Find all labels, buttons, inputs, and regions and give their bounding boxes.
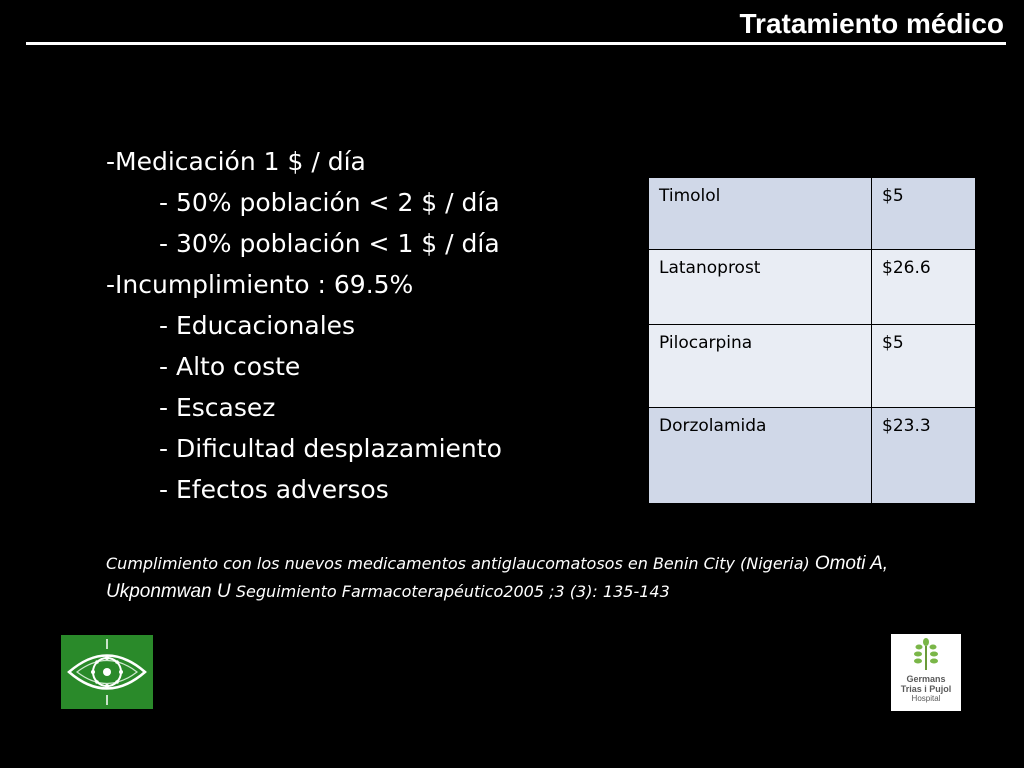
bullet-subitem: - Escasez [159,393,276,422]
table-row [649,250,976,325]
title-underline [26,42,1006,45]
drug-name-cell: Dorzolamida [649,408,872,504]
eye-emblem-icon [61,635,153,709]
slide-title: Tratamiento médico [739,8,1004,39]
hospital-name-line3: Hospital [911,694,941,703]
table-row [649,408,976,504]
bullet-subitem: - Educacionales [159,311,356,340]
price-cell: $5 [872,325,976,408]
table-row [649,325,976,408]
price-cell: $5 [872,178,976,250]
eye-emblem-logo [61,635,153,709]
hospital-name-line2: Trias i Pujol [900,684,952,694]
bullet-subitem: - Dificultad desplazamiento [159,434,502,463]
table-row [649,178,976,250]
hospital-logo [891,634,961,711]
hospital-logo-text [891,674,961,704]
drug-price-table [648,177,976,504]
bullet-item: -Incumplimiento : 69.5% [106,270,414,299]
bullet-item: -Medicación 1 $ / día [106,147,366,176]
citation-journal: Seguimiento Farmacoterapéutico2005 ;3 (3): 135-143 [235,582,670,601]
citation [106,550,986,606]
drug-name-cell: Latanoprost [649,250,872,325]
drug-name-cell: Pilocarpina [649,325,872,408]
price-cell: $26.6 [872,250,976,325]
tree-icon [891,634,961,674]
bullet-subitem: - Efectos adversos [159,475,389,504]
bullet-subitem: - 30% población < 1 $ / día [159,229,500,258]
hospital-name-line1: Germans [906,674,946,684]
bullet-subitem: - Alto coste [159,352,301,381]
citation-title: Cumplimiento con los nuevos medicamentos antiglaucomatosos en Benin City (Nigeria) [106,554,815,573]
citation-authors: Omoti A, Ukponmwan U [106,553,889,602]
drug-name-cell: Timolol [649,178,872,250]
bullet-list [106,141,502,510]
bullet-subitem: - 50% población < 2 $ / día [159,188,500,217]
price-cell: $23.3 [872,408,976,504]
